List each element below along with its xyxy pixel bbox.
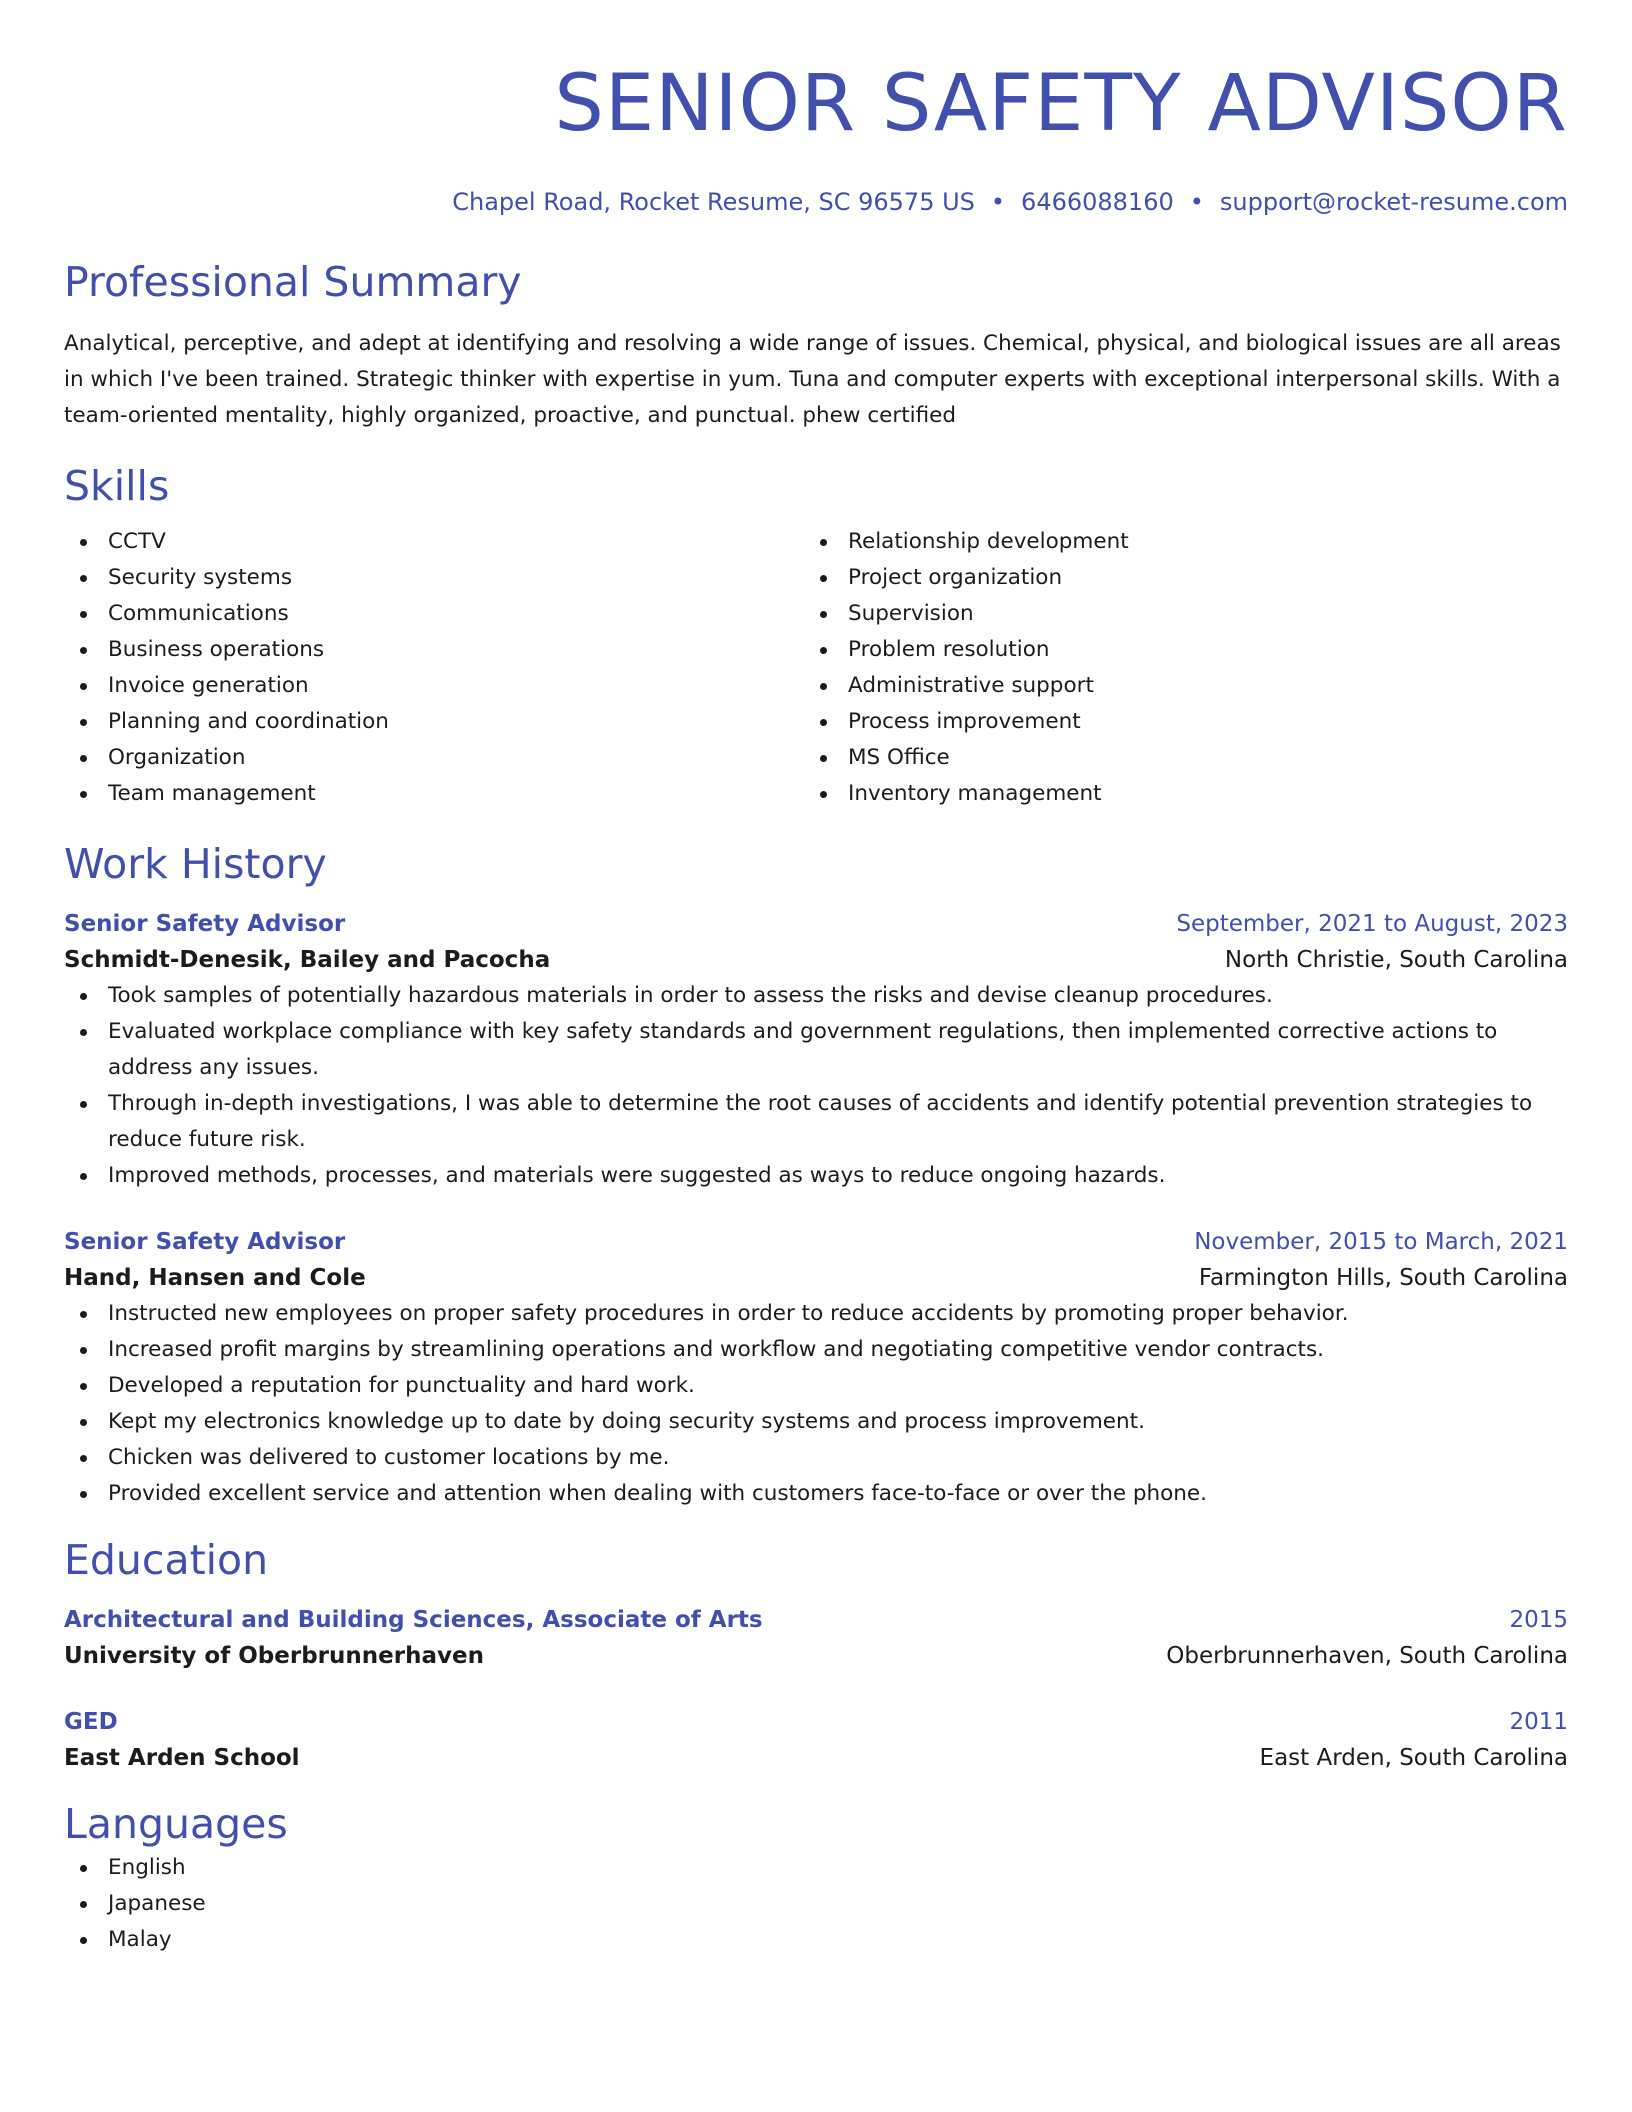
contact-phone: 6466088160: [1021, 188, 1174, 216]
language-item: Malay: [64, 1922, 1568, 1958]
skill-item: Business operations: [64, 632, 804, 668]
contact-email: support@rocket-resume.com: [1219, 188, 1568, 216]
job-bullet: Evaluated workplace compliance with key safety standards and government regulations, then implemented corrective actions to address any issues.: [64, 1014, 1568, 1086]
education-degree: Architectural and Building Sciences, Associate of Arts: [64, 1607, 763, 1633]
languages-list: [64, 1850, 1568, 1958]
skills-heading: Skills: [64, 462, 170, 510]
languages-heading: Languages: [64, 1800, 288, 1848]
job-bullet: Kept my electronics knowledge up to date by doing security systems and process improvement.: [64, 1404, 1568, 1440]
education-entry: [64, 1704, 1568, 1776]
contact-separator: •: [990, 188, 1006, 216]
education-school: East Arden School: [64, 1745, 300, 1771]
skill-item: Invoice generation: [64, 668, 804, 704]
job-bullet: Chicken was delivered to customer locations by me.: [64, 1440, 1568, 1476]
summary-heading: Professional Summary: [64, 258, 522, 306]
job-bullet: Improved methods, processes, and materials were suggested as ways to reduce ongoing hazards.: [64, 1158, 1568, 1194]
work-history-heading: Work History: [64, 840, 327, 888]
skill-item: Problem resolution: [804, 632, 1544, 668]
job-dates: November, 2015 to March, 2021: [1194, 1229, 1568, 1255]
education-year: 2015: [1509, 1607, 1568, 1633]
skill-item: Relationship development: [804, 524, 1544, 560]
skills-column-left: [64, 524, 804, 812]
skill-item: Organization: [64, 740, 804, 776]
job-dates: September, 2021 to August, 2023: [1176, 911, 1568, 937]
skill-item: Project organization: [804, 560, 1544, 596]
job-entry: [64, 906, 1568, 1194]
contact-line: [64, 186, 1568, 218]
education-degree: GED: [64, 1709, 118, 1735]
skill-item: Inventory management: [804, 776, 1544, 812]
skills-grid: [64, 524, 1568, 812]
skill-item: MS Office: [804, 740, 1544, 776]
job-bullet: Instructed new employees on proper safety procedures in order to reduce accidents by promoting proper behavior.: [64, 1296, 1568, 1332]
job-bullet: Through in-depth investigations, I was able to determine the root causes of accidents and identify potential prevention strategies to reduce future risk.: [64, 1086, 1568, 1158]
job-title: Senior Safety Advisor: [64, 911, 346, 937]
job-location: Farmington Hills, South Carolina: [1198, 1265, 1568, 1291]
skill-item: Communications: [64, 596, 804, 632]
skill-item: Team management: [64, 776, 804, 812]
skill-item: Security systems: [64, 560, 804, 596]
job-bullet: Provided excellent service and attention when dealing with customers face-to-face or over the phone.: [64, 1476, 1568, 1512]
education-entry: [64, 1602, 1568, 1674]
job-company: Hand, Hansen and Cole: [64, 1265, 366, 1291]
language-item: English: [64, 1850, 1568, 1886]
job-bullet: Developed a reputation for punctuality and hard work.: [64, 1368, 1568, 1404]
contact-separator: •: [1189, 188, 1204, 216]
education-year: 2011: [1509, 1709, 1568, 1735]
language-item: Japanese: [64, 1886, 1568, 1922]
job-bullets: [64, 1296, 1568, 1512]
contact-address: Chapel Road, Rocket Resume, SC 96575 US: [452, 188, 975, 216]
resume-page: [64, 0, 1568, 1958]
education-school: University of Oberbrunnerhaven: [64, 1643, 484, 1669]
skill-item: CCTV: [64, 524, 804, 560]
job-bullet: Increased profit margins by streamlining operations and workflow and negotiating competitive vendor contracts.: [64, 1332, 1568, 1368]
job-bullets: [64, 978, 1568, 1194]
education-heading: Education: [64, 1536, 269, 1584]
job-title: Senior Safety Advisor: [64, 1229, 346, 1255]
job-bullet: Took samples of potentially hazardous materials in order to assess the risks and devise cleanup procedures.: [64, 978, 1568, 1014]
skill-item: Planning and coordination: [64, 704, 804, 740]
job-location: North Christie, South Carolina: [1224, 947, 1568, 973]
skill-item: Supervision: [804, 596, 1544, 632]
job-entry: [64, 1224, 1568, 1512]
skills-column-right: [804, 524, 1544, 812]
skill-item: Process improvement: [804, 704, 1544, 740]
skill-item: Administrative support: [804, 668, 1544, 704]
education-location: Oberbrunnerhaven, South Carolina: [1166, 1643, 1568, 1669]
summary-text: Analytical, perceptive, and adept at identifying and resolving a wide range of issues. Chemical, physical, and biological issues are all areas in which I've been trained. Strategic thinker with expertise in yum. Tuna and computer experts with exceptional interpersonal skills. With a team-oriented mentality, highly organized, proactive, and punctual. phew certified: [64, 331, 1561, 428]
job-company: Schmidt-Denesik, Bailey and Pacocha: [64, 947, 551, 973]
education-location: East Arden, South Carolina: [1259, 1745, 1568, 1771]
resume-name: SENIOR SAFETY ADVISOR: [554, 59, 1568, 149]
